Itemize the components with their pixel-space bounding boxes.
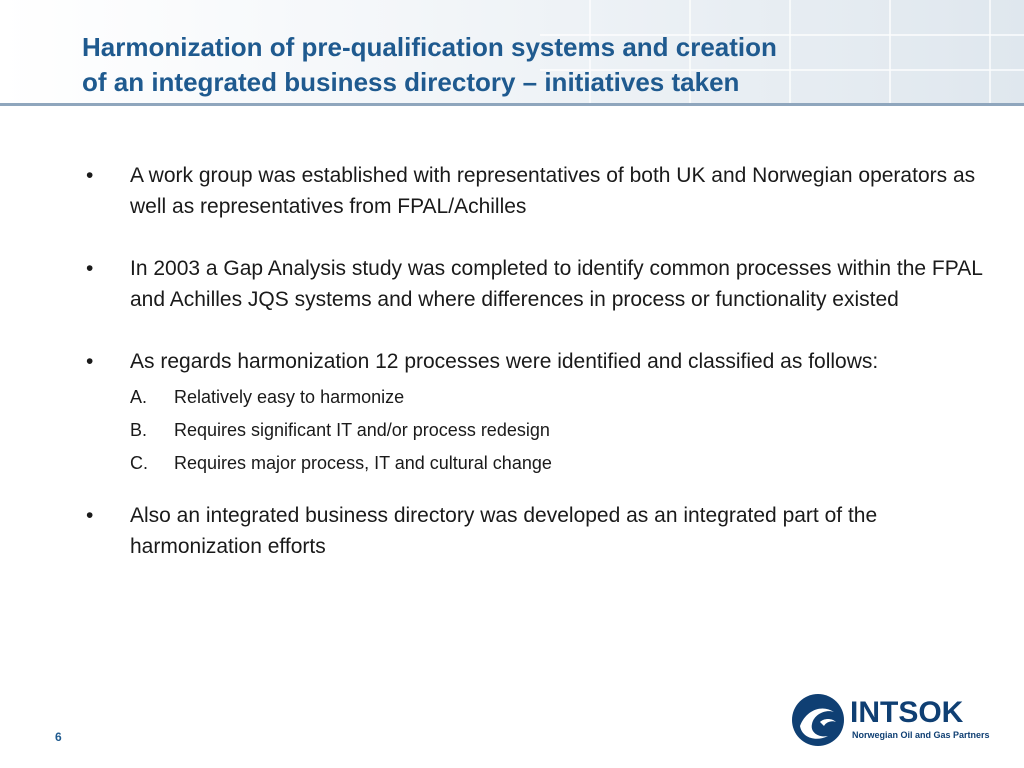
sub-item-a bbox=[130, 381, 986, 414]
logo-tagline: Norwegian Oil and Gas Partners bbox=[852, 730, 990, 740]
sub-item-letter: A. bbox=[130, 387, 148, 407]
intsok-wave-logo-icon bbox=[790, 692, 846, 748]
sub-item-text: Requires major process, IT and cultural change bbox=[174, 453, 552, 473]
page-title-line-1: Harmonization of pre-qualification systems and creation bbox=[82, 32, 777, 62]
sub-item-text: Relatively easy to harmonize bbox=[174, 387, 405, 407]
bullet-item-harmonization bbox=[86, 346, 986, 480]
sub-item-letter: B. bbox=[130, 420, 148, 440]
bullet-text: A work group was established with representatives of both UK and Norwegian operators as well as representatives from FPAL/Achilles bbox=[130, 164, 976, 218]
header-divider bbox=[0, 103, 1024, 106]
sub-item-text: Requires significant IT and/or process redesign bbox=[174, 420, 550, 440]
bullet-marker: • bbox=[86, 504, 94, 527]
bullet-item-work-group bbox=[86, 160, 986, 222]
bullet-marker: • bbox=[86, 257, 94, 280]
logo-wordmark: INTSOK bbox=[850, 696, 964, 729]
header-band bbox=[0, 0, 1024, 104]
bullet-item-business-directory bbox=[86, 500, 986, 562]
intsok-logo bbox=[790, 690, 1000, 750]
bullet-text: In 2003 a Gap Analysis study was completed to identify common processes within the FPAL and Achilles JQS systems and where differences in process or functionality existed bbox=[130, 257, 983, 311]
bullet-text: Also an integrated business directory was developed as an integrated part of the harmonization efforts bbox=[130, 504, 878, 558]
bullet-text: As regards harmonization 12 processes were identified and classified as follows: bbox=[130, 350, 879, 373]
bullet-marker: • bbox=[86, 350, 94, 373]
page-title bbox=[82, 30, 982, 100]
sub-item-c bbox=[130, 447, 986, 480]
sub-item-letter: C. bbox=[130, 453, 148, 473]
bullet-marker: • bbox=[86, 164, 94, 187]
bullet-list bbox=[86, 160, 986, 593]
page-number: 6 bbox=[55, 730, 62, 744]
bullet-item-gap-analysis bbox=[86, 253, 986, 315]
page-title-line-2: of an integrated business directory – initiatives taken bbox=[82, 67, 740, 97]
process-class-list bbox=[130, 381, 986, 480]
sub-item-b bbox=[130, 414, 986, 447]
